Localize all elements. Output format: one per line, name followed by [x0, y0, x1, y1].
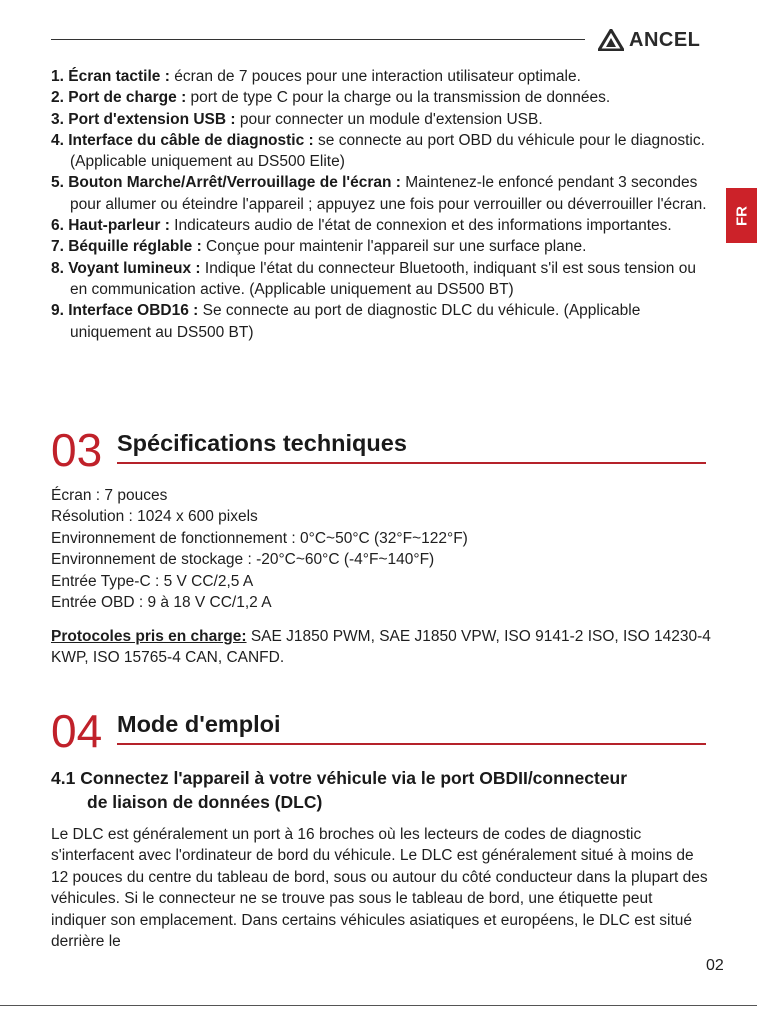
brand-name: ANCEL	[629, 29, 701, 51]
feature-desc: Indique l'état du connecteur Bluetooth, indiquant s'il est sous tension ou en communication active. (Applicable uniquement au DS500 BT)	[70, 259, 696, 298]
protocols-text: SAE J1850 PWM, SAE J1850 VPW, ISO 9141-2 ISO, ISO 14230-4 KWP, ISO 15765-4 CAN, CANFD.	[51, 628, 711, 667]
feature-term: 4. Interface du câble de diagnostic :	[51, 131, 314, 149]
feature-desc: écran de 7 pouces pour une interaction utilisateur optimale.	[169, 68, 581, 85]
feature-term: 9. Interface OBD16 :	[51, 302, 199, 320]
feature-term: 1. Écran tactile :	[51, 68, 170, 85]
list-item	[51, 87, 711, 108]
feature-term: 7. Béquille réglable :	[51, 238, 202, 256]
section-header-usage	[51, 705, 706, 760]
section-header-specs	[51, 424, 706, 479]
language-tab	[726, 188, 757, 243]
header-divider	[51, 39, 585, 40]
feature-desc: port de type C pour la charge ou la transmission de données.	[186, 89, 611, 107]
list-item	[51, 130, 711, 173]
spec-line: Environnement de stockage : -20°C~60°C (-4°F~140°F)	[51, 551, 435, 569]
feature-desc: Se connecte au port de diagnostic DLC du véhicule. (Applicable uniquement au DS500 BT)	[70, 302, 641, 341]
feature-desc: Conçue pour maintenir l'appareil sur une surface plane.	[201, 238, 587, 256]
section-divider	[117, 743, 706, 745]
spec-line: Environnement de fonctionnement : 0°C~50°C (32°F~122°F)	[51, 529, 468, 547]
section-title: Spécifications techniques	[117, 430, 407, 456]
subsection-heading	[51, 767, 716, 815]
page-number: 02	[706, 957, 724, 974]
section-title: Mode d'emploi	[117, 711, 281, 737]
footer-divider	[0, 1005, 757, 1006]
list-item	[51, 172, 711, 215]
list-item	[51, 258, 711, 301]
feature-term: 2. Port de charge :	[51, 89, 187, 107]
list-item	[51, 66, 711, 87]
spec-line: Entrée Type-C : 5 V CC/2,5 A	[51, 572, 254, 590]
feature-list	[51, 66, 711, 343]
feature-term: 5. Bouton Marche/Arrêt/Verrouillage de l'écran :	[51, 174, 401, 192]
list-item	[51, 300, 711, 343]
section-number: 04	[51, 705, 103, 757]
brand-logo	[598, 27, 700, 53]
ancel-logo-icon	[598, 29, 624, 51]
spec-line: Entrée OBD : 9 à 18 V CC/1,2 A	[51, 594, 272, 612]
feature-desc: se connecte au port OBD du véhicule pour le diagnostic. (Applicable uniquement au DS500 Elite)	[70, 131, 705, 171]
feature-term: 6. Haut-parleur :	[51, 217, 170, 235]
feature-desc: Indicateurs audio de l'état de connexion et des informations importantes.	[169, 217, 672, 235]
feature-desc: Maintenez-le enfoncé pendant 3 secondes pour allumer ou éteindre l'appareil ; appuyez une fois pour verrouiller ou déverrouiller l'écran.	[70, 174, 707, 213]
list-item	[51, 215, 711, 236]
spec-line: Résolution : 1024 x 600 pixels	[51, 508, 258, 526]
subsection-heading-line2: de liaison de données (DLC)	[87, 791, 323, 812]
protocols-paragraph	[51, 626, 711, 669]
protocols-label: Protocoles pris en charge:	[51, 628, 247, 645]
list-item	[51, 236, 711, 257]
feature-term: 8. Voyant lumineux :	[51, 259, 201, 277]
list-item	[51, 109, 711, 130]
section-divider	[117, 462, 706, 464]
feature-term: 3. Port d'extension USB :	[51, 110, 236, 128]
subsection-heading-line1: 4.1 Connectez l'appareil à votre véhicule via le port OBDII/connecteur	[51, 768, 628, 788]
spec-list	[51, 485, 468, 613]
body-paragraph: Le DLC est généralement un port à 16 broches où les lecteurs de codes de diagnostic s'interfacent avec l'ordinateur de bord du véhicule. Le DLC est généralement situé à moins de 12 pouces du centre du tableau de bord, sous ou autour du côté conducteur dans la plupart des véhicules. Si le connecteur ne se trouve pas sous le tableau de bord, une étiquette peut indiquer son emplacement. Dans certains véhicules asiatiques et européens, le DLC est situé derrière le	[51, 826, 708, 951]
feature-desc: pour connecter un module d'extension USB.	[235, 110, 543, 128]
section-number: 03	[51, 424, 103, 476]
spec-line: Écran : 7 pouces	[51, 487, 168, 504]
language-tab-label: FR	[733, 205, 750, 226]
